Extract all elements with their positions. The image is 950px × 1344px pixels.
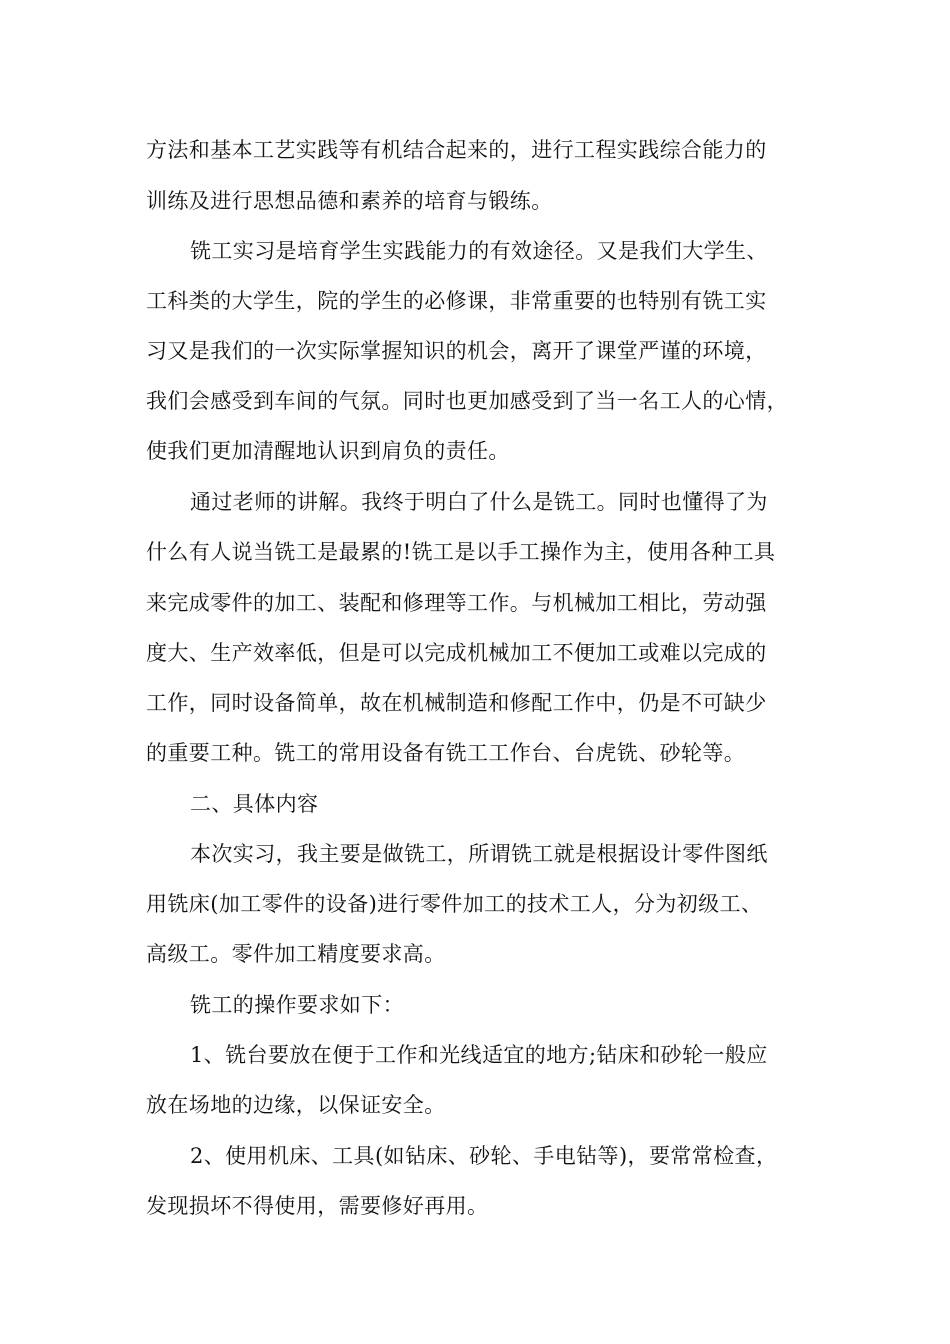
text-line: 训练及进行思想品德和素养的培育与锻练。 xyxy=(146,189,553,213)
text-line: 习又是我们的一次实际掌握知识的机会，离开了课堂严谨的环境， xyxy=(146,339,767,363)
text-line: 什么有人说当铣工是最累的!铣工是以手工操作为主，使用各种工具 xyxy=(146,540,776,564)
text-line: 发现损坏不得使用，需要修好再用。 xyxy=(146,1194,489,1218)
text-line: 工作，同时设备简单，故在机械制造和修配工作中，仍是不可缺少 xyxy=(146,691,767,715)
text-line: 度大、生产效率低，但是可以完成机械加工不便加工或难以完成的 xyxy=(146,641,767,665)
section-heading: 二、具体内容 xyxy=(190,792,319,816)
paragraph-start: 通过老师的讲解。我终于明白了什么是铣工。同时也懂得了为 xyxy=(190,490,768,514)
text-line: 我们会感受到车间的气氛。同时也更加感受到了当一名工人的心情， xyxy=(146,389,788,413)
text-line: 使我们更加清醒地认识到肩负的责任。 xyxy=(146,439,510,463)
text-line: 的重要工种。铣工的常用设备有铣工工作台、台虎铣、砂轮等。 xyxy=(146,741,746,765)
paragraph-start: 铣工的操作要求如下： xyxy=(190,993,404,1017)
text-line: 方法和基本工艺实践等有机结合起来的，进行工程实践综合能力的 xyxy=(146,138,767,162)
paragraph-start: 铣工实习是培育学生实践能力的有效途径。又是我们大学生、 xyxy=(190,239,768,263)
text-line: 工科类的大学生，院的学生的必修课，非常重要的也特别有铣工实 xyxy=(146,289,767,313)
list-item-2: 2、使用机床、工具(如钻床、砂轮、手电钻等)，要常常检查， xyxy=(190,1144,778,1168)
text-line: 来完成零件的加工、装配和修理等工作。与机械加工相比，劳动强 xyxy=(146,591,767,615)
text-line: 高级工。零件加工精度要求高。 xyxy=(146,942,446,966)
list-item-1: 1、铣台要放在便于工作和光线适宜的地方;钻床和砂轮一般应 xyxy=(190,1043,768,1067)
text-line: 用铣床(加工零件的设备)进行零件加工的技术工人，分为初级工、 xyxy=(146,892,763,916)
text-line: 放在场地的边缘，以保证安全。 xyxy=(146,1093,446,1117)
paragraph-start: 本次实习，我主要是做铣工，所谓铣工就是根据设计零件图纸 xyxy=(190,842,768,866)
